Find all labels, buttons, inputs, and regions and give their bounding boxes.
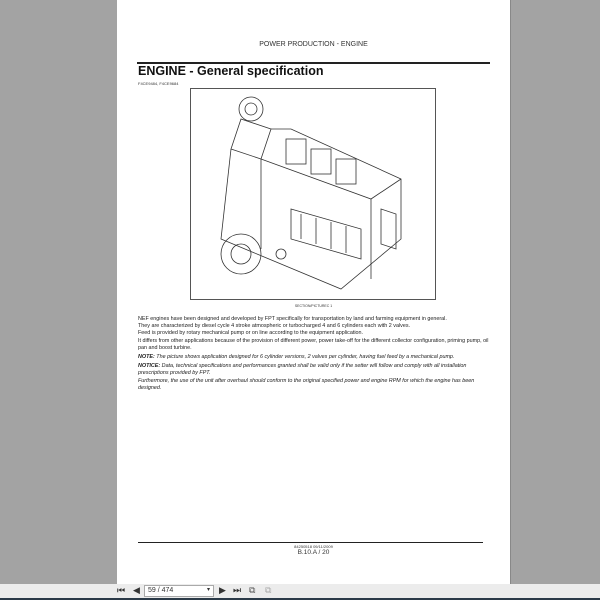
paragraph-line: It differs from other applications because of the provision of different power, power take-off for the different collector configuration, priming pump, oil pan and boost turbine.	[138, 337, 489, 351]
previous-page-icon[interactable]: ◀	[133, 585, 140, 595]
note-label: NOTE:	[138, 354, 155, 361]
footer-rule	[138, 542, 483, 543]
notice-text: Data, technical specifications and performances granted shall be valid only if the setter will follow and comply with all installation prescriptions provided by FPT.	[138, 363, 467, 377]
page-number-input[interactable]	[144, 585, 214, 597]
paragraph-line: Feed is provided by rotary mechanical pump or on line according to the equipment application.	[138, 330, 364, 337]
viewer-toolbar	[0, 584, 600, 598]
figure-caption: SECTION/PICTUREC 1	[294, 304, 333, 308]
notice-text-2: Furthermore, the use of the unit after overhaul should conform to the original specified power and engine RPM for which the engine has been designed.	[138, 377, 475, 391]
first-page-icon[interactable]: ⏮	[117, 585, 126, 595]
footer-page: B.10.A / 20	[297, 549, 330, 556]
engine-illustration	[191, 89, 435, 299]
paragraph-line: NEF engines have been designed and developed by FPT specifically for transportation by land and farming equipment in general.	[138, 316, 447, 322]
next-page-icon[interactable]: ▶	[219, 585, 226, 595]
page-title: ENGINE - General specification	[138, 64, 324, 78]
model-codes: F4CE9484, F4CE9684	[138, 81, 179, 86]
engine-figure	[190, 88, 436, 300]
chevron-down-icon[interactable]: ▾	[206, 587, 210, 593]
body-text	[138, 316, 493, 394]
copy-icon[interactable]: ⧉	[265, 585, 272, 595]
note-text: The picture shows application designed for 6 cylinder versions, 2 valves per cylinder, having fuel feed by a mechanical pump.	[154, 354, 455, 361]
document-page	[117, 0, 511, 584]
page-indicator: 59 / 474	[148, 587, 174, 594]
page-header: POWER PRODUCTION - ENGINE	[259, 41, 368, 48]
note	[138, 354, 493, 361]
last-page-icon[interactable]: ⏭	[233, 585, 242, 595]
paragraph	[138, 316, 493, 352]
paragraph-line: They are characterized by diesel cycle 4 stroke atmospheric or turbocharged 4 and 6 cylinders each with 2 valves.	[138, 323, 411, 330]
notice	[138, 363, 493, 392]
notice-label: NOTICE:	[138, 363, 161, 370]
rotate-icon[interactable]: ⧉	[249, 585, 256, 595]
footer-code: 84250518 09/11/2009	[294, 544, 333, 549]
